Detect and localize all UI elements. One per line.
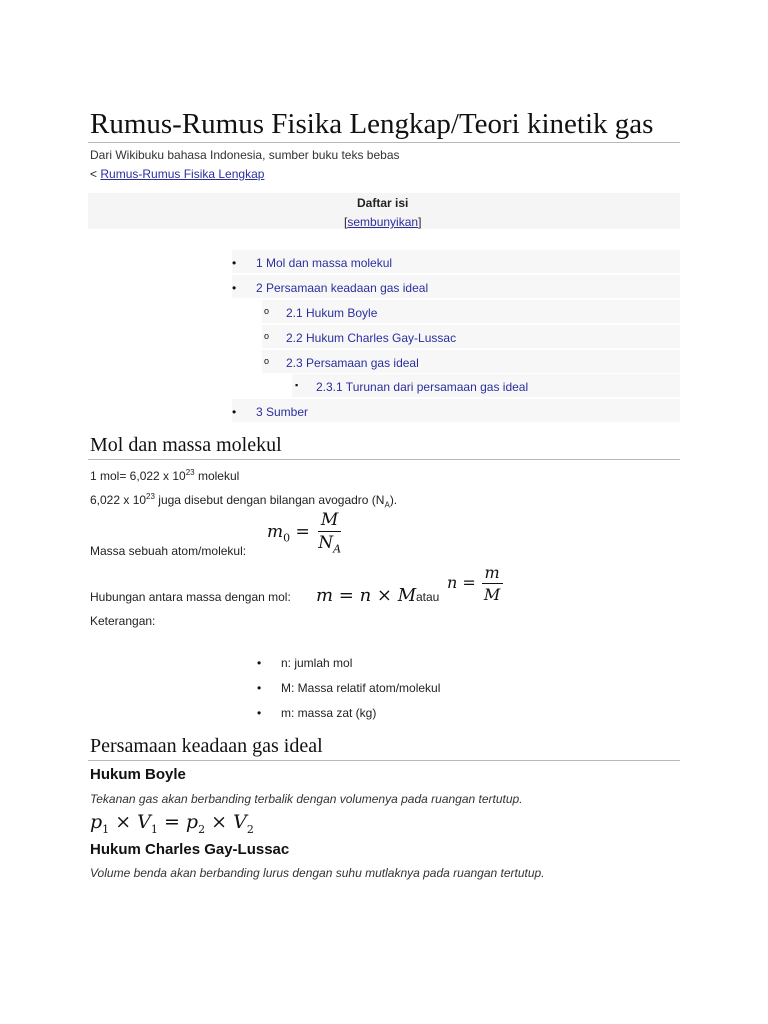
toc-item-charles[interactable]: 2.2 Hukum Charles Gay-Lussac: [286, 331, 457, 345]
formula-symbol: N: [318, 533, 334, 553]
avogadro-text-2: juga disebut dengan bilangan avogadro (N: [154, 493, 385, 507]
breadcrumb-link[interactable]: Rumus-Rumus Fisika Lengkap: [100, 167, 265, 181]
toc-item-persamaan[interactable]: 2 Persamaan keadaan gas ideal: [256, 281, 429, 295]
toc-bullet: •: [232, 256, 237, 270]
fraction-denominator: M: [483, 585, 501, 604]
toc-bullet: o: [264, 331, 270, 341]
page-title: Rumus-Rumus Fisika Lengkap/Teori kinetik gas: [90, 108, 654, 140]
toc-bullet: o: [264, 356, 270, 366]
formula-subscript: 0: [283, 531, 291, 545]
mol-fraction: [481, 563, 503, 604]
section-heading-mol: Mol dan massa molekul: [90, 434, 282, 456]
toc-item-gas-ideal[interactable]: 2.3 Persamaan gas ideal: [286, 356, 419, 370]
toc-toggle-close: ]: [418, 215, 422, 229]
times-sign: ×: [205, 811, 234, 833]
list-bullet: •: [257, 706, 262, 720]
times-sign: ×: [109, 811, 138, 833]
toc-toggle: [344, 215, 421, 229]
formula-subscript: 2: [246, 822, 254, 836]
toc-bullet: ▪: [295, 380, 299, 390]
formula-symbol: V: [137, 811, 151, 833]
toc-bullet: •: [232, 281, 237, 295]
toc-toggle-open: [: [344, 215, 348, 229]
formula-subscript: A: [333, 542, 342, 556]
title-divider: [88, 142, 680, 143]
toc-item-turunan[interactable]: 2.3.1 Turunan dari persamaan gas ideal: [316, 380, 529, 394]
fraction-numerator: m: [482, 563, 503, 584]
mol-definition-text: 1 mol= 6,022 x 10: [90, 469, 186, 483]
subheading-boyle: Hukum Boyle: [90, 766, 186, 783]
exponent: 23: [146, 492, 155, 501]
relation-atau: atau: [416, 590, 440, 604]
formula-symbol: m: [316, 585, 334, 606]
avogadro-line: [90, 492, 397, 509]
list-bullet: •: [257, 681, 262, 695]
equals-sign: =: [333, 585, 360, 606]
formula-symbol: p: [90, 811, 103, 833]
breadcrumb-prefix: <: [90, 167, 98, 181]
note-item: m: massa zat (kg): [281, 706, 377, 720]
toc-title: Daftar isi: [357, 196, 409, 210]
mass-fraction: [315, 510, 344, 555]
formula-symbol: V: [233, 811, 247, 833]
section-divider: [88, 760, 680, 761]
toc-item-sumber[interactable]: 3 Sumber: [256, 405, 309, 419]
formula-subscript: 1: [150, 822, 158, 836]
boyle-formula: [90, 811, 254, 836]
section-heading-gas-ideal: Persamaan keadaan gas ideal: [90, 735, 323, 757]
note-item: M: Massa relatif atom/molekul: [281, 681, 441, 695]
equals-sign: =: [157, 811, 186, 833]
boyle-text: Tekanan gas akan berbanding terbalik dengan volumenya pada ruangan tertutup.: [90, 792, 523, 806]
note-item: n: jumlah mol: [281, 656, 353, 670]
formula-subscript: 1: [102, 822, 110, 836]
list-bullet: •: [257, 656, 262, 670]
breadcrumb: [90, 167, 264, 181]
relation-formula: [316, 585, 416, 606]
subheading-charles: Hukum Charles Gay-Lussac: [90, 841, 290, 858]
formula-symbol: M: [397, 585, 417, 606]
toc-bullet: •: [232, 405, 237, 419]
formula-subscript: 2: [198, 822, 206, 836]
avogadro-text-3: ).: [389, 493, 398, 507]
times-sign: ×: [371, 585, 398, 606]
mol-definition-unit: molekul: [194, 469, 240, 483]
charles-text: Volume benda akan berbanding lurus dengan suhu mutlaknya pada ruangan tertutup.: [90, 866, 545, 880]
formula-symbol: n: [359, 585, 372, 606]
equals-sign: =: [457, 573, 481, 592]
toc-item-mol[interactable]: 1 Mol dan massa molekul: [256, 256, 393, 270]
toc-toggle-button[interactable]: sembunyikan: [347, 215, 419, 229]
mass-label: Massa sebuah atom/molekul:: [90, 544, 247, 558]
fraction-numerator: M: [318, 510, 341, 532]
subscript: A: [384, 500, 390, 510]
formula-symbol: p: [185, 811, 199, 833]
relation-label: Hubungan antara massa dengan mol:: [90, 590, 291, 604]
mass-formula: [267, 510, 344, 555]
keterangan-label: Keterangan:: [90, 614, 156, 628]
avogadro-text: 6,022 x 10: [90, 493, 147, 507]
section-divider: [88, 459, 680, 460]
formula-symbol: m: [267, 522, 284, 543]
page-subtitle: Dari Wikibuku bahasa Indonesia, sumber buku teks bebas: [90, 148, 400, 162]
toc-item-boyle[interactable]: 2.1 Hukum Boyle: [286, 306, 378, 320]
fraction-denominator: [315, 532, 344, 555]
toc-bullet: o: [264, 306, 270, 316]
relation-formula-alt: [447, 563, 503, 604]
formula-symbol: n: [447, 573, 458, 592]
mol-definition: [90, 468, 239, 483]
equals-sign: =: [295, 522, 316, 543]
exponent: 23: [185, 468, 195, 477]
